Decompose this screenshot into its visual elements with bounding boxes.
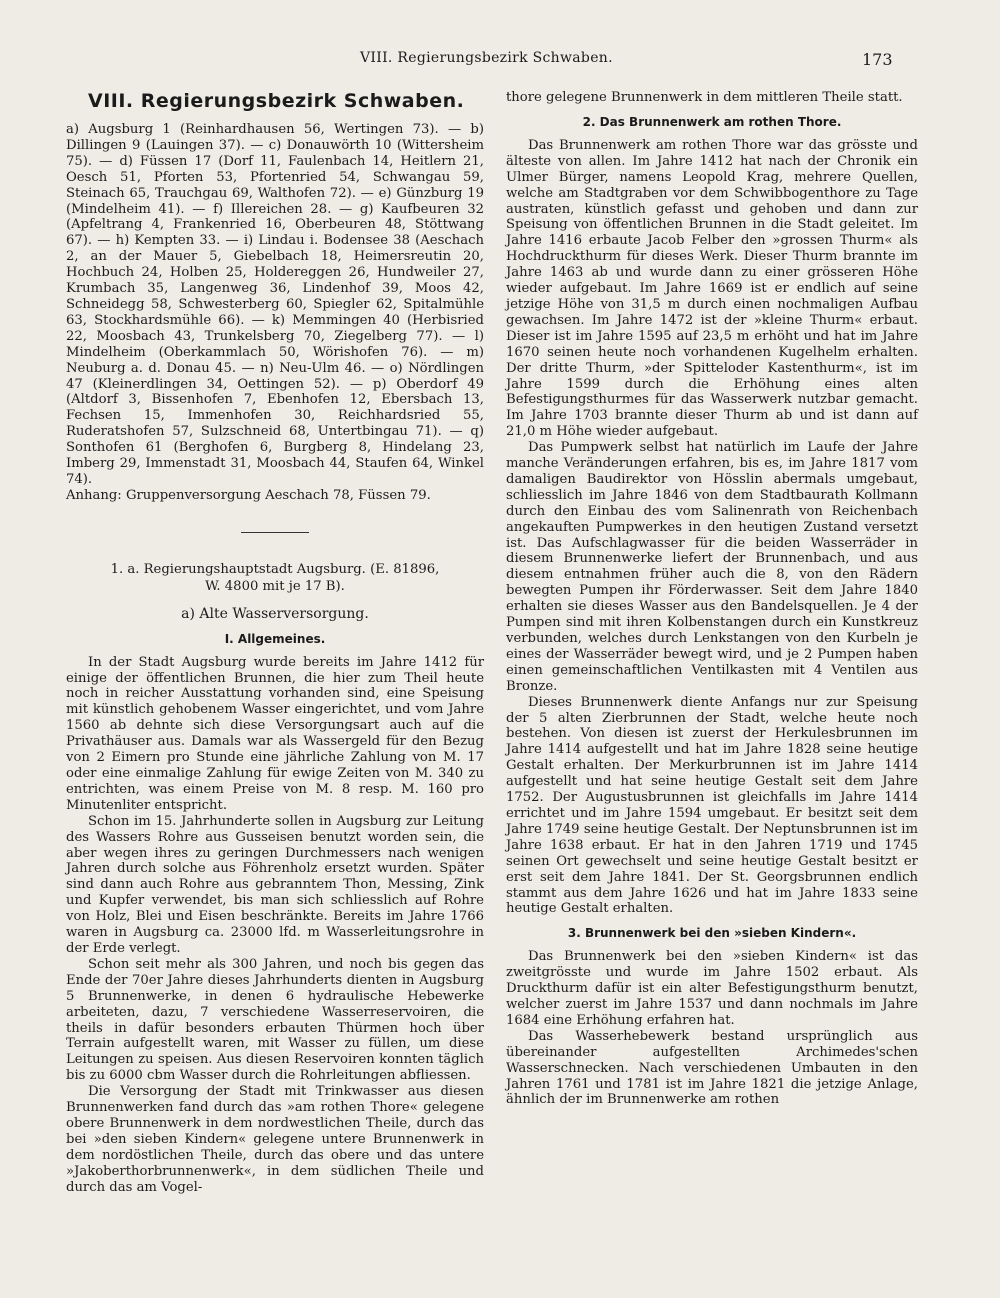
paragraph: Das Pumpwerk selbst hat natürlich im Laufe der Jahre manche Veränderungen erfahren, bis es, im Jahre 1817 vom damaligen Baudirektor von Hösslin abermals umgebaut, schliesslich im Jahre 1846 von dem Stadtbaurath Kollmann durch den Einbau des vom Salinenrath von Reichenbach angekauften Pumpwerkes in den heutigen Zustand versetzt ist. Das Aufschlagwasser für die beiden Wasserräder in diesem Brunnenwerke liefert der Brunnenbach, und aus diesem entnahmen früher auch die 8, von den Rädern bewegten Pumpen ihr Förderwasser. Seit dem Jahre 1840 erhalten sie dieses Wasser aus den Bandelsquellen. Je 4 der Pumpen sind mit ihren Kolbenstangen durch ein Kunstkreuz verbunden, welches durch Lenkstangen von den Kurbeln je eines der Wasserräder bewegt wird, und je 2 Pumpen haben einen gemeinschaftlichen Ventilkasten mit 4 Ventilen aus Bronze. <box>506 440 918 694</box>
paragraph: In der Stadt Augsburg wurde bereits im Jahre 1412 für einige der öffentlichen Brunnen, die hier zum Theil heute noch in reicher Ausstattung vorhanden sind, eine Speisung mit künstlich gehobenem Wasser eingerichtet, und vom Jahre 1560 ab dehnte sich diese Versorgungsart auch auf die Privathäuser aus. Damals war als Wassergeld für den Bezug von 2 Eimern pro Stunde eine jährliche Zahlung von M. 17 oder eine einmalige Zahlung für ewige Zeiten von M. 340 zu entrichten, was einem Preise von M. 8 resp. M. 160 pro Minutenliter entspricht. <box>66 654 484 813</box>
paragraph-continuation: thore gelegene Brunnenwerk in dem mittleren Theile statt. <box>506 90 903 105</box>
section-heading-a: a) Alte Wasserversorgung. <box>181 605 369 622</box>
paragraph: Das Brunnenwerk bei den »sieben Kindern« ist das zweitgrösste und wurde im Jahre 1502 erbaut. Als Druckthurm dafür ist ein alter Befestigungsthurm benutzt, welcher zuerst im Jahre 1537 und dann nochmals im Jahre 1684 eine Erhöhung erfahren hat. <box>506 949 918 1028</box>
paragraph: Das Brunnenwerk am rothen Thore war das grösste und älteste von allen. Im Jahre 1412 hat nach der Chronik ein Ulmer Bürger, namens Leopold Krag, mehrere Quellen, welche am Stadtgraben vor dem Schwibbogenthore zu Tage austraten, künstlich gefasst und gehoben und dann zur Speisung von öffentlichen Brunnen in die Stadt geleitet. Im Jahre 1416 erbaute Jacob Felber den »grossen Thurm« als Hochdruckthurm für dieses Werk. Dieser Thurm brannte im Jahre 1463 ab und wurde dann zu einer grösseren Höhe wieder aufgebaut. Im Jahre 1669 ist er endlich auf seine jetzige Höhe von 31,5 m durch einen nochmaligen Aufbau gewachsen. Im Jahre 1472 ist der »kleine Thurm« erbaut. Dieser ist im Jahre 1595 auf 23,5 m erhöht und hat im Jahre 1670 seinen heute noch vorhandenen Kugelhelm erhalten. Der dritte Thurm, »der Spitteloder Kastenthurm«, ist im Jahre 1599 durch die Erhöhung eines alten Befestigungsthurmes für das Wasserwerk nutzbar gemacht. Im Jahre 1703 brannte dieser Thurm ab und ist dann auf 21,0 m Höhe wieder aufgebaut. <box>506 137 918 440</box>
page-number: 173 <box>862 50 893 69</box>
subsection-heading-1: I. Allgemeines. <box>224 631 326 646</box>
subsection-heading-2: 2. Das Brunnenwerk am rothen Thore. <box>582 114 842 129</box>
section-divider <box>241 532 309 533</box>
city-heading-line1: 1. a. Regierungshauptstadt Augsburg. (E. 81896, <box>110 561 440 577</box>
district-list: a) Augsburg 1 (Reinhardhausen 56, Wertingen 73). — b) Dillingen 9 (Lauingen 37). — c) Donauwörth 10 (Wittersheim 75). — d) Füssen 17 (Dorf 11, Faulenbach 14, Heitlern 21, Oesch 51, Pforten 53, Pfortenried 54, Schwangau 59, Steinach 65, Trauchgau 69, Walthofen 72). — e) Günzburg 19 (Mindelheim 41). — f) Illereichen 28. — g) Kaufbeuren 32 (Apfeltrang 4, Frankenried 16, Oberbeuren 48, Stöttwang 67). — h) Kempten 33. — i) Lindau i. Bodensee 38 (Aeschach 2, an der Mauer 5, Giebelbach 18, Heimersreutin 20, Hochbuch 24, Holben 25, Holdereggen 26, Hundweiler 27, Krumbach 35, Langenweg 36, Lindenhof 39, Moos 42, Schneidegg 58, Schwesterberg 60, Spiegler 62, Spitalmühle 63, Stockhardsmühle 66). — k) Memmingen 40 (Herbisried 22, Moosbach 43, Trunkelsberg 70, Ziegelberg 77). — l) Mindelheim (Oberkammlach 50, Wörishofen 76). — m) Neuburg a. d. Donau 45. — n) Neu-Ulm 46. — o) Nördlingen 47 (Kleinerdlingen 34, Oettingen 52). — p) Oberdorf 49 (Altdorf 3, Bissenhofen 7, Ebenhofen 12, Ebersbach 13, Fechsen 15, Immenhofen 30, Reichhardsried 55, Ruderatshofen 57, Sulzschneid 68, Untertbingau 71). — q) Sonthofen 61 (Berghofen 6, Burgberg 8, Hindelang 23, Imberg 29, Immenstadt 31, Moosbach 44, Staufen 64, Winkel 74). <box>66 122 484 487</box>
running-head: VIII. Regierungsbezirk Schwaben. <box>360 50 613 66</box>
paragraph: Dieses Brunnenwerk diente Anfangs nur zur Speisung der 5 alten Zierbrunnen der Stadt, welche heute noch bestehen. Von diesen ist zuerst der Herkulesbrunnen im Jahre 1414 aufgestellt und hat im Jahre 1828 seine heutige Gestalt erhalten. Der Merkurbrunnen ist im Jahre 1414 aufgestellt und hat seine heutige Gestalt seit dem Jahre 1752. Der Augustusbrunnen ist gleichfalls im Jahre 1414 errichtet und im Jahre 1594 umgebaut. Er besitzt seit dem Jahre 1749 seine heutige Gestalt. Der Neptunsbrunnen ist im Jahre 1638 erbaut. Er hat in den Jahren 1719 und 1745 seinen Ort gewechselt und seine heutige Gestalt besitzt er erst seit dem Jahre 1841. Der St. Georgsbrunnen endlich stammt aus dem Jahre 1626 und hat im Jahre 1833 seine heutige Gestalt erhalten. <box>506 694 918 917</box>
subsection-heading-3: 3. Brunnenwerk bei den »sieben Kindern«. <box>567 926 857 941</box>
left-column <box>66 90 484 1195</box>
anhang-line: Anhang: Gruppenversorgung Aeschach 78, Füssen 79. <box>66 487 431 503</box>
paragraph: Die Versorgung der Stadt mit Trinkwasser aus diesen Brunnenwerken fand durch das »am rothen Thore« gelegene obere Brunnenwerk in dem nordwestlichen Theile, durch das bei »den sieben Kindern« gelegene untere Brunnenwerk in dem nordöstlichen Theile, durch das obere und das untere »Jakoberthorbrunnenwerk«, in dem südlichen Theile und durch das am Vogel- <box>66 1084 484 1195</box>
right-column <box>506 90 918 1108</box>
city-heading-line2: W. 4800 mit je 17 B). <box>205 578 345 594</box>
chapter-title: VIII. Regierungsbezirk Schwaben. <box>88 90 465 112</box>
paragraph: Schon seit mehr als 300 Jahren, und noch bis gegen das Ende der 70er Jahre dieses Jahrhunderts dienten in Augsburg 5 Brunnenwerke, in denen 6 hydraulische Hebewerke arbeiteten, dazu, 7 verschiedene Wasserreservoiren, die theils in dafür besonders erbauten Thürmen hoch über Terrain aufgestellt waren, mit Wasser zu füllen, um diese Leitungen zu speisen. Aus diesen Reservoiren konnten täglich bis zu 6000 cbm Wasser durch die Rohrleitungen abfliessen. <box>66 956 484 1084</box>
paragraph: Schon im 15. Jahrhunderte sollen in Augsburg zur Leitung des Wassers Rohre aus Gusseisen benutzt worden sein, die aber wegen ihres zu geringen Durchmessers nach wenigen Jahren durch solche aus Föhrenholz ersetzt wurden. Später sind dann auch Rohre aus gebranntem Thon, Messing, Zink und Kupfer verwendet, bis man sich schliesslich auf Rohre von Holz, Blei und Eisen beschränkte. Bereits im Jahre 1766 waren in Augsburg ca. 23000 lfd. m Wasserleitungsrohre in der Erde verlegt. <box>66 813 484 956</box>
paragraph: Das Wasserhebewerk bestand ursprünglich aus übereinander aufgestellten Archimedes'schen Wasserschnecken. Nach verschiedenen Umbauten in den Jahren 1761 und 1781 ist im Jahre 1821 die jetzige Anlage, ähnlich der im Brunnenwerke am rothen <box>506 1028 918 1108</box>
